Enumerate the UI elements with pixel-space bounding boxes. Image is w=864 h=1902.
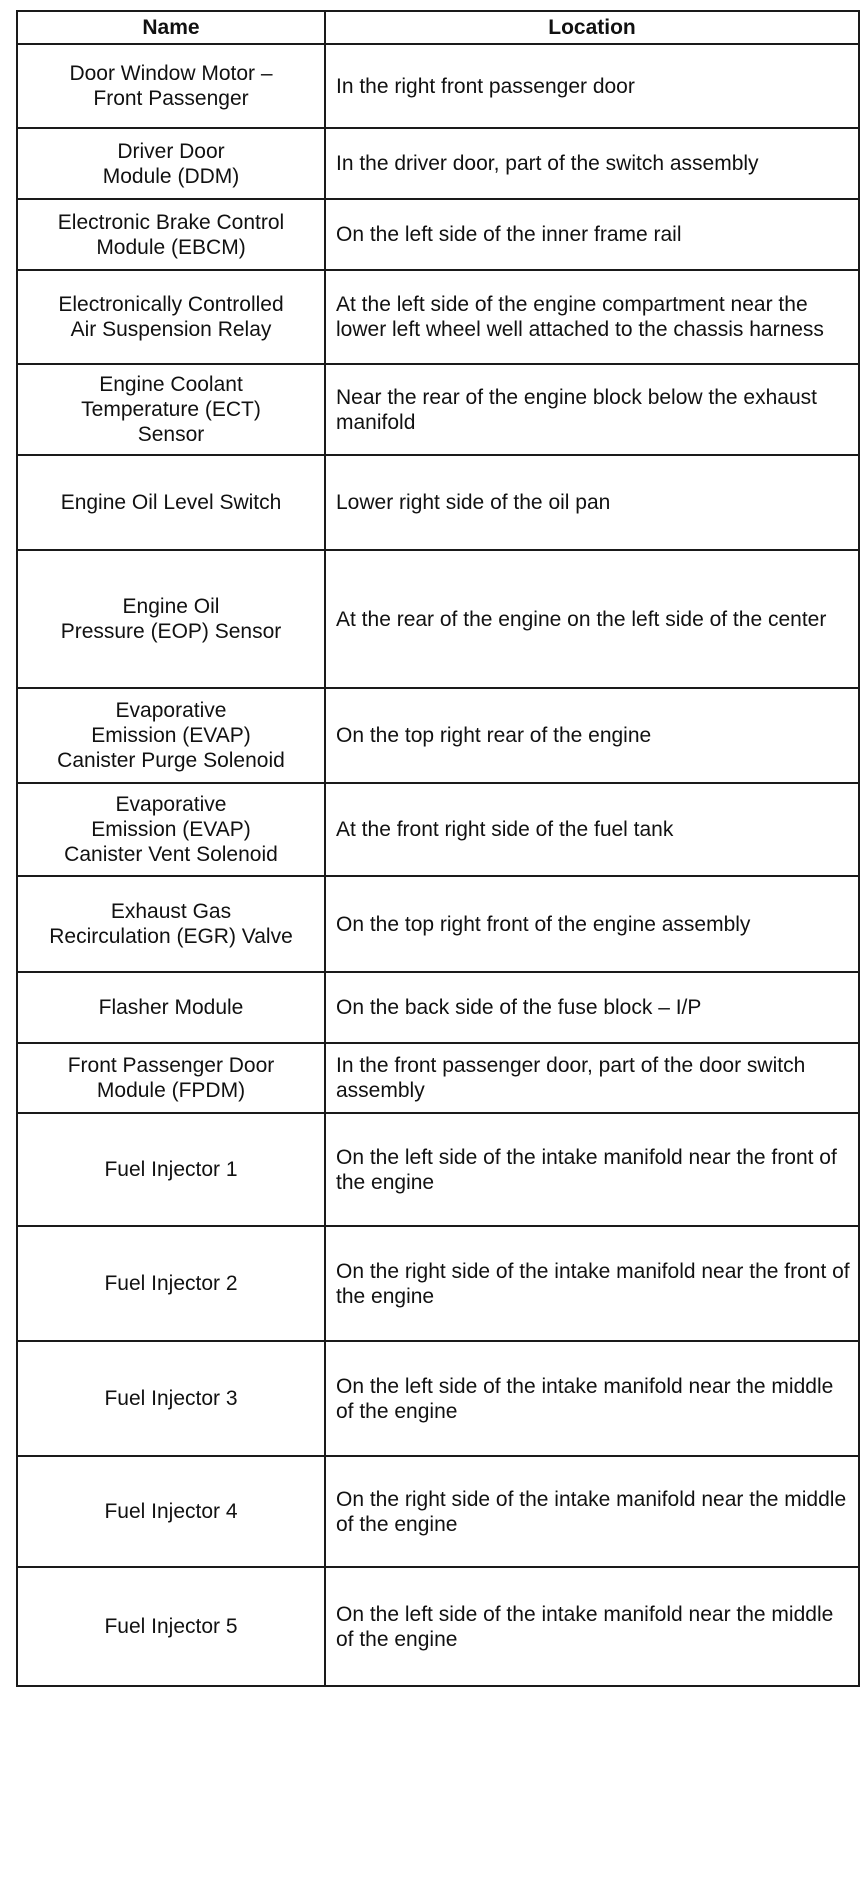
component-location: On the right side of the intake manifold near the middle of the engine — [325, 1456, 859, 1567]
table-row — [17, 550, 859, 688]
component-name: Electronic Brake Control Module (EBCM) — [17, 199, 325, 270]
table-row — [17, 199, 859, 270]
table-row — [17, 1341, 859, 1456]
component-name: Exhaust Gas Recirculation (EGR) Valve — [17, 876, 325, 972]
component-name: Fuel Injector 5 — [17, 1567, 325, 1686]
component-name: Evaporative Emission (EVAP) Canister Vent Solenoid — [17, 783, 325, 876]
table-row — [17, 455, 859, 550]
component-name: Flasher Module — [17, 972, 325, 1043]
table-row — [17, 364, 859, 455]
table-row — [17, 270, 859, 364]
component-location: Near the rear of the engine block below the exhaust manifold — [325, 364, 859, 455]
component-name: Fuel Injector 1 — [17, 1113, 325, 1226]
component-name: Fuel Injector 4 — [17, 1456, 325, 1567]
table-row — [17, 972, 859, 1043]
component-name: Door Window Motor – Front Passenger — [17, 44, 325, 128]
component-name: Evaporative Emission (EVAP) Canister Purge Solenoid — [17, 688, 325, 783]
component-name: Electronically Controlled Air Suspension Relay — [17, 270, 325, 364]
table-row — [17, 1567, 859, 1686]
component-name: Fuel Injector 3 — [17, 1341, 325, 1456]
component-location: At the left side of the engine compartment near the lower left wheel well attached to the chassis harness — [325, 270, 859, 364]
table-row — [17, 1456, 859, 1567]
component-location: At the front right side of the fuel tank — [325, 783, 859, 876]
component-location: On the left side of the inner frame rail — [325, 199, 859, 270]
table-row — [17, 1043, 859, 1113]
component-location: In the right front passenger door — [325, 44, 859, 128]
component-name: Engine Oil Level Switch — [17, 455, 325, 550]
component-location: On the left side of the intake manifold near the middle of the engine — [325, 1567, 859, 1686]
component-name: Front Passenger Door Module (FPDM) — [17, 1043, 325, 1113]
component-location: At the rear of the engine on the left side of the center — [325, 550, 859, 688]
component-name: Engine Oil Pressure (EOP) Sensor — [17, 550, 325, 688]
component-location: On the top right rear of the engine — [325, 688, 859, 783]
column-header-location: Location — [325, 11, 859, 44]
component-location: On the right side of the intake manifold near the front of the engine — [325, 1226, 859, 1341]
component-location-table — [16, 10, 860, 1687]
table-header-row — [17, 11, 859, 44]
component-location: On the back side of the fuse block – I/P — [325, 972, 859, 1043]
table-row — [17, 44, 859, 128]
component-location: In the front passenger door, part of the door switch assembly — [325, 1043, 859, 1113]
table-row — [17, 1113, 859, 1226]
component-location: Lower right side of the oil pan — [325, 455, 859, 550]
component-location: On the left side of the intake manifold near the front of the engine — [325, 1113, 859, 1226]
component-location: On the left side of the intake manifold near the middle of the engine — [325, 1341, 859, 1456]
component-location: On the top right front of the engine assembly — [325, 876, 859, 972]
component-name: Engine Coolant Temperature (ECT) Sensor — [17, 364, 325, 455]
component-name: Driver Door Module (DDM) — [17, 128, 325, 199]
table-row — [17, 783, 859, 876]
component-name: Fuel Injector 2 — [17, 1226, 325, 1341]
table-row — [17, 876, 859, 972]
column-header-name: Name — [17, 11, 325, 44]
table-row — [17, 128, 859, 199]
component-location: In the driver door, part of the switch assembly — [325, 128, 859, 199]
table-row — [17, 1226, 859, 1341]
table-row — [17, 688, 859, 783]
